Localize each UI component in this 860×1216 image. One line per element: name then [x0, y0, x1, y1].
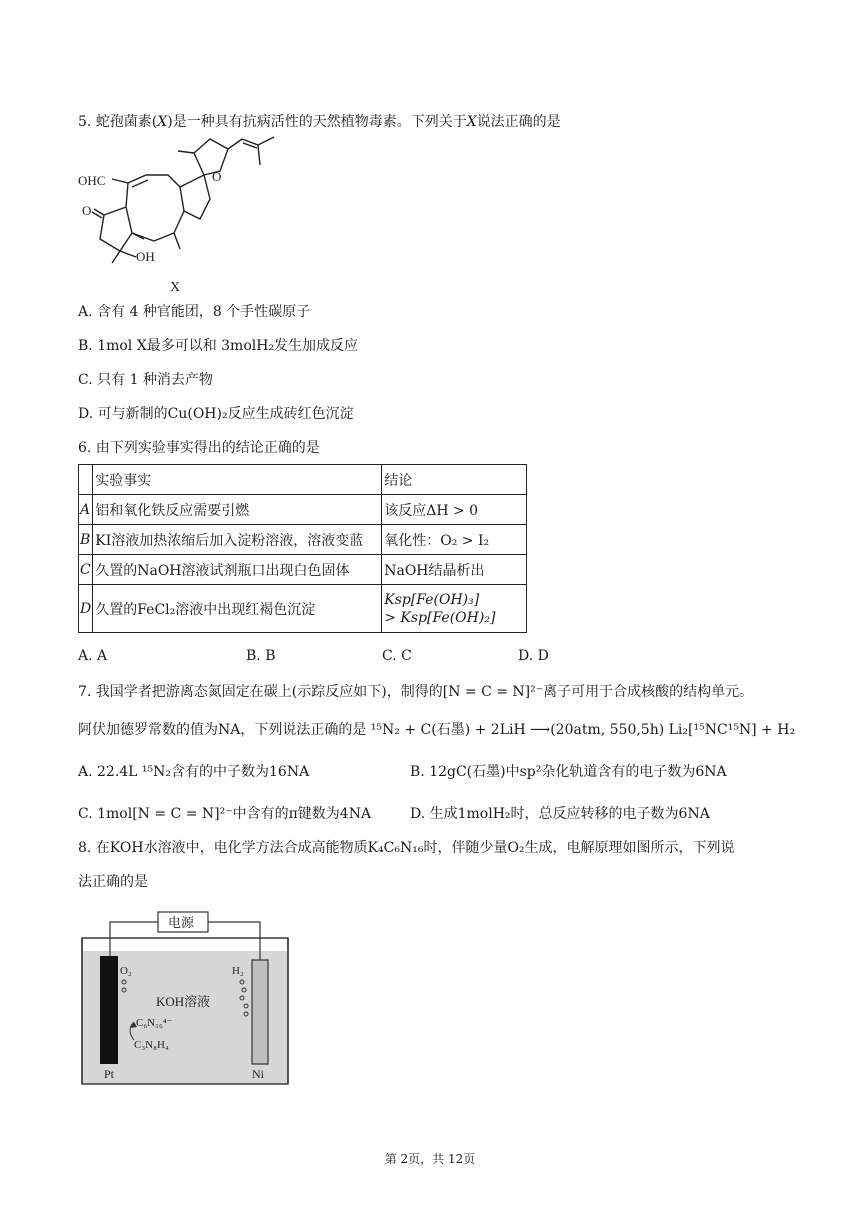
table-row: A 铝和氧化铁反应需要引燃 该反应ΔH > 0: [79, 495, 527, 525]
row-d-conclusion-line2: > Ksp[Fe(OH)₂]: [384, 609, 496, 626]
row-d-conclusion-line1: Ksp[Fe(OH)₃]: [384, 591, 480, 608]
table-header-row: [79, 465, 527, 495]
q7-option-b: B. 12gC(石墨)中sp²杂化轨道含有的电子数为6NA: [410, 764, 727, 780]
q5-option-a: A. 含有 4 种官能团，8 个手性碳原子: [78, 304, 311, 320]
header-conclusion: 结论: [382, 465, 527, 495]
power-source-label: 电源: [168, 915, 195, 930]
page-footer: 第 2页，共 12页: [384, 1152, 476, 1166]
h2-label: H₂: [232, 965, 244, 977]
q5-stem: 5. 蛇孢菌素(X)是一种具有抗病活性的天然植物毒素。下列关于X说法正确的是: [78, 114, 561, 130]
q8-stem-line1: 8. 在KOH水溶液中，电化学方法合成高能物质K₄C₆N₁₆时，伴随少量O₂生成，电解原理如图所示，下列说: [78, 840, 735, 856]
q7-stem-line2: 阿伏加德罗常数的值为NA，下列说法正确的是 ¹⁵N₂ + C(石墨) + 2LiH ⟶(20atm, 550,5h) Li₂[¹⁵NC¹⁵N] + H₂: [78, 722, 796, 738]
q5-option-d: D. 可与新制的Cu(OH)₂反应生成砖红色沉淀: [78, 406, 354, 422]
q8-stem-line2: 法正确的是: [78, 874, 148, 890]
product-label: C₆N₁₆⁴⁻: [136, 1017, 173, 1029]
pt-electrode: [100, 956, 118, 1064]
header-fact: 实验事实: [93, 465, 382, 495]
structure-label-ketone-o: O: [82, 203, 92, 218]
structure-label-cho: OHC: [78, 173, 106, 188]
q6-option-a: A. A: [78, 648, 108, 664]
structure-label-oh: OH: [136, 249, 155, 264]
q7-option-a: A. 22.4L ¹⁵N₂含有的中子数为16NA: [78, 764, 310, 780]
table-row: B KI溶液加热浓缩后加入淀粉溶液，溶液变蓝 氧化性：O₂ > I₂: [79, 525, 527, 555]
reactant-label: C₃N₈H₄: [134, 1039, 169, 1051]
q7-option-c: C. 1mol[N = C = N]²⁻中含有的π键数为4NA: [78, 806, 372, 822]
solution-label: KOH溶液: [156, 994, 211, 1009]
q5-option-b: B. 1mol X最多可以和 3molH₂发生加成反应: [78, 338, 359, 354]
structure-label-ring-o: O: [212, 169, 222, 184]
structure-label-x: X: [170, 280, 181, 295]
ni-electrode: [252, 960, 268, 1064]
q6-stem: 6. 由下列实验事实得出的结论正确的是: [78, 440, 320, 456]
q6-table: [78, 464, 527, 633]
table-row: C 久置的NaOH溶液试剂瓶口出现白色固体 NaOH结晶析出: [79, 555, 527, 585]
pt-label: Pt: [104, 1067, 115, 1081]
q7-stem-line1: 7. 我国学者把游离态氮固定在碳上(示踪反应如下)，制得的[N = C = N]²⁻离子可用于合成核酸的结构单元。: [78, 684, 754, 700]
o2-label: O₂: [120, 965, 132, 977]
q6-option-b: B. B: [246, 648, 276, 664]
q8-electrolysis-diagram: [76, 910, 296, 1086]
q7-option-d: D. 生成1molH₂时，总反应转移的电子数为6NA: [410, 806, 710, 822]
q5-structure-diagram: [70, 135, 310, 295]
ni-label: Ni: [252, 1067, 264, 1081]
q5-option-c: C. 只有 1 种消去产物: [78, 372, 213, 388]
q6-option-d: D. D: [518, 648, 549, 664]
table-row: D 久置的FeCl₂溶液中出现红褐色沉淀 Ksp[Fe(OH)₃] > Ksp[Fe(OH)₂]: [79, 585, 527, 633]
q6-option-c: C. C: [382, 648, 412, 664]
